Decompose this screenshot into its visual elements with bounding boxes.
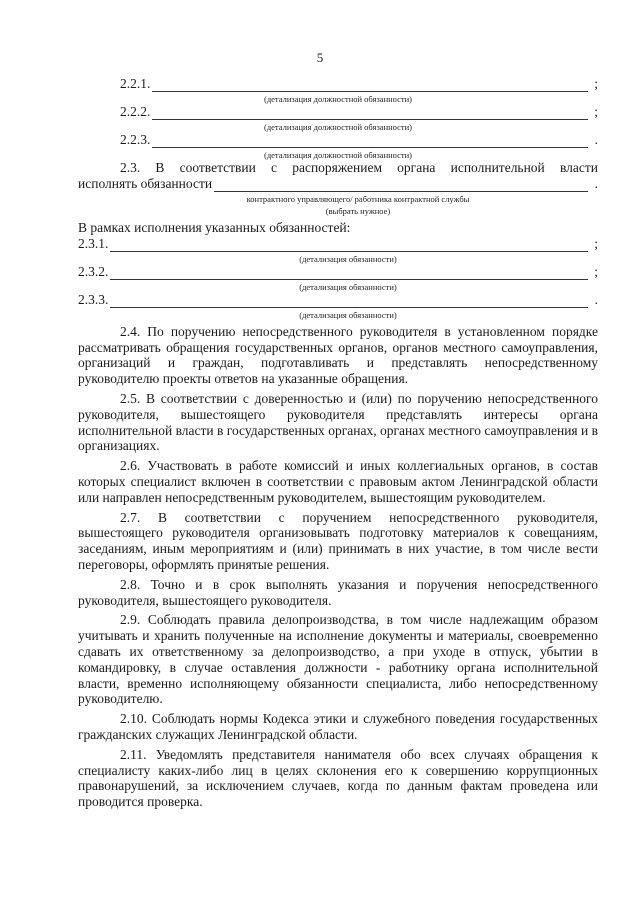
fill-in-line[interactable] [110,239,588,252]
paragraph-2-7: 2.7. В соответствии с поручением непосредственного руководителя, вышестоящего руководителя организовывать подготовку материалов к совещаниям, заседаниям, иным мероприятиям и (или) принимать в них участие, в том числе вести переговоры, оформлять принятые решения. [78,509,598,572]
paragraph-2-9: 2.9. Соблюдать правила делопроизводства, в том числе надлежащим образом учитывать и хранить полученные на исполнение документы и материалы, своевременно сдавать их ответственному за делопроизводство, а при уходе в отпуск, убытии в командировку, в случае оставления должности - работнику органа исполнительной власти, временно исполняющему обязанности специалиста, либо непосредственному руководителю. [78,612,598,707]
field-punct: ; [594,104,598,119]
field-number: 2.3.2. [78,263,109,279]
obligations-intro: В рамках исполнения указанных обязанностей: [78,219,351,235]
paragraph-2-6: 2.6. Участвовать в работе комиссий и иных коллегиальных органов, в состав которых специалист включен в соответствии с правовым актом Ленинградской области или направлен непосредственным руководителем, вышестоящим руководителем. [78,458,598,505]
field-row-2-3-1 [78,236,598,252]
document-body [78,76,598,810]
fill-in-line[interactable] [152,135,588,148]
field-hint: контрактного управляющего/ работника контрактной службы [246,193,470,204]
field-row-2-3-2 [78,264,598,280]
field-punct: . [594,175,598,191]
field-row-2-2-1 [78,76,598,92]
field-punct: ; [594,263,598,279]
field-hint: (детализация обязанности) [299,309,397,320]
fill-in-line[interactable] [110,295,588,308]
field-number: 2.2.1. [120,76,151,91]
paragraph-2-10: 2.10. Соблюдать нормы Кодекса этики и служебного поведения государственных гражданских служащих Ленинградской области. [78,711,598,742]
field-row-2-3-3 [78,292,598,308]
fill-in-line[interactable] [152,79,588,92]
fill-in-line[interactable] [152,107,588,120]
field-number: 2.2.3. [120,132,151,147]
field-hint: (детализация должностной обязанности) [263,122,413,132]
field-hint: (детализация должностной обязанности) [263,150,413,160]
field-row-2-3 [78,176,598,192]
field-hint: (детализация обязанности) [299,253,397,264]
field-row-2-2-2 [78,104,598,120]
field-hint: (детализация должностной обязанности) [263,94,413,104]
field-label: исполнять обязанности [78,175,213,191]
page-number: 5 [316,50,324,65]
field-number: 2.3.1. [78,235,109,251]
field-hint-choose: (выбрать нужное) [325,205,391,216]
section-2-3-line1: 2.3. В соответствии с распоряжением органа исполнительной власти [120,160,598,175]
field-punct: . [594,291,598,307]
field-punct: ; [594,235,598,251]
paragraph-2-8: 2.8. Точно и в срок выполнять указания и поручения непосредственного руководителя, вышестоящего руководителя. [78,576,598,608]
field-hint: (детализация обязанности) [299,281,397,292]
field-number: 2.2.2. [120,104,151,119]
paragraph-2-11: 2.11. Уведомлять представителя нанимателя обо всех случаях обращения к специалисту каких-либо лиц в целях склонения его к совершению коррупционных правонарушений, за исключением случаев, когда по данным фактам проведена или проводится проверка. [78,746,598,810]
field-punct: . [594,132,598,147]
field-number: 2.3.3. [78,291,109,307]
field-row-2-2-3 [78,132,598,148]
fill-in-line[interactable] [110,267,588,280]
field-punct: ; [594,76,598,91]
fill-in-line[interactable] [214,179,588,192]
paragraph-2-5: 2.5. В соответствии с доверенностью и (или) по поручению непосредственного руководителя, вышестоящего руководителя представлять интересы органа исполнительной власти в государственных органах, органах местного самоуправления и в организациях. [78,390,598,454]
paragraph-2-4: 2.4. По поручению непосредственного руководителя в установленном порядке рассматривать обращения государственных органов, органов местного самоуправления, организаций и граждан, подготавливать и представлять непосредственному руководителю проекты ответов на указанные обращения. [78,323,598,387]
